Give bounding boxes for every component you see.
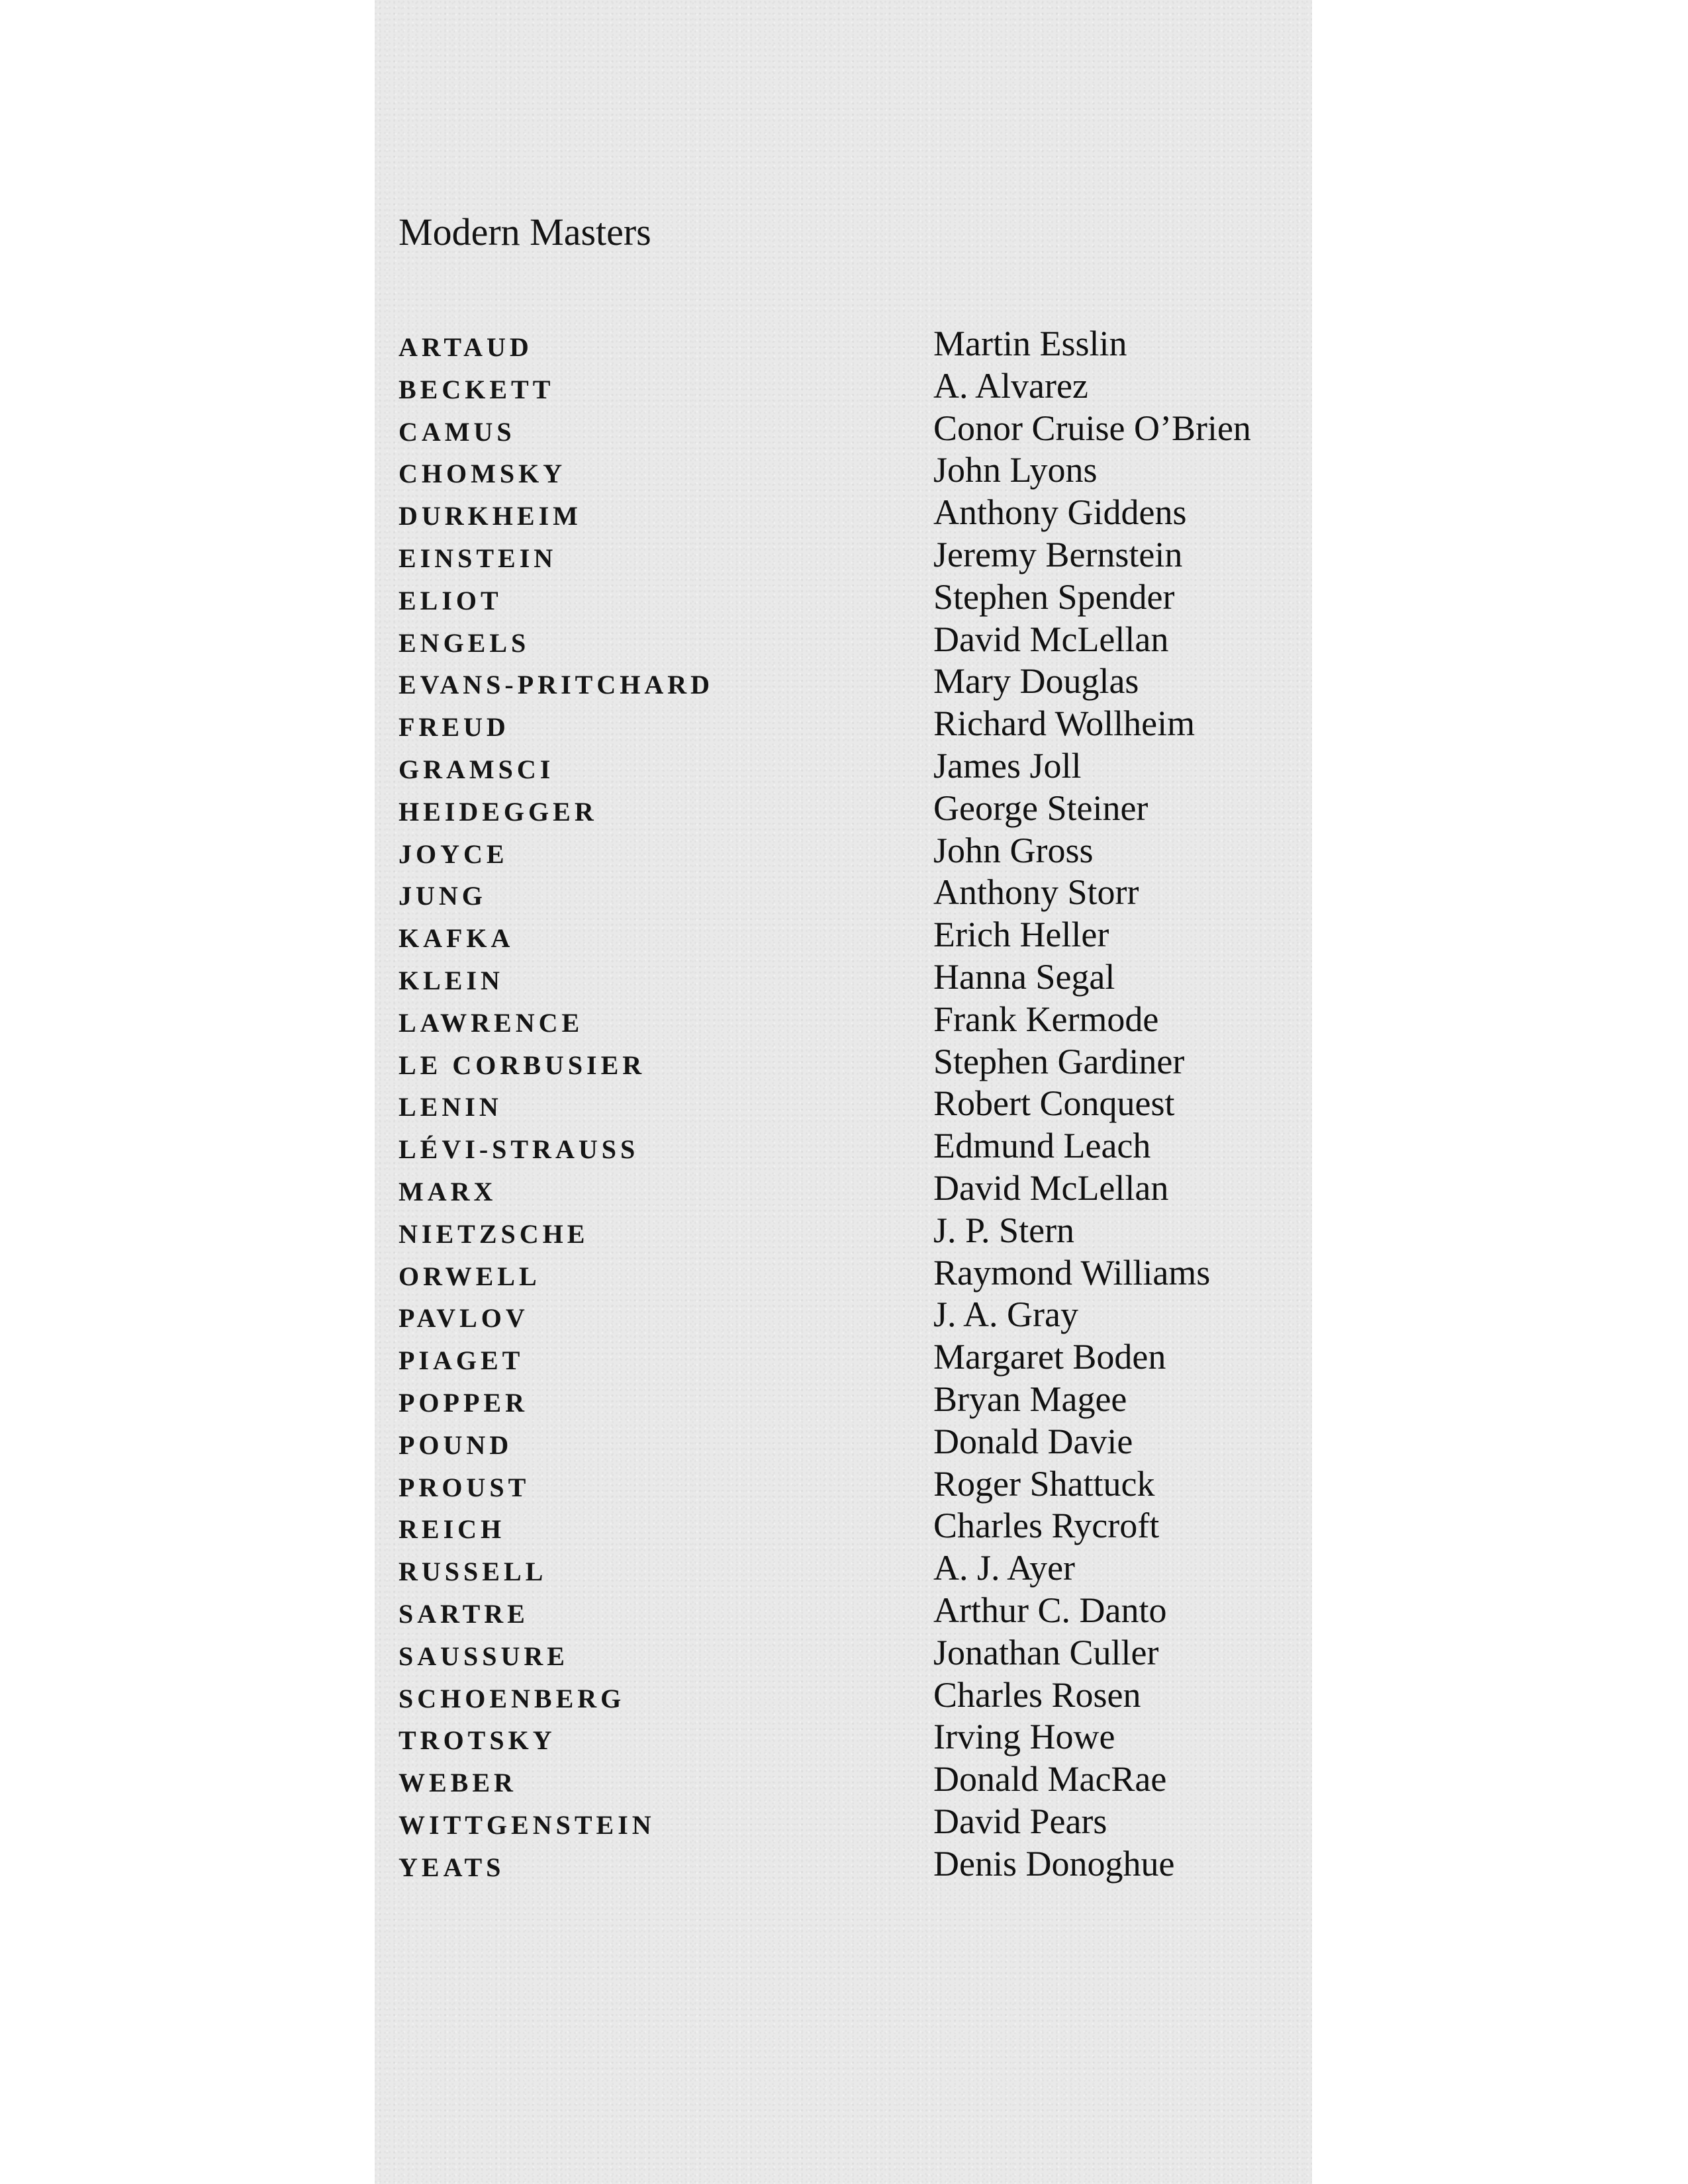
author-name: Erich Heller [933, 915, 1109, 955]
master-row [393, 494, 1307, 537]
master-row [393, 790, 1307, 833]
author-name: Donald Davie [933, 1421, 1133, 1461]
subject-name: SARTRE [399, 1598, 529, 1629]
subject-name: JOYCE [399, 839, 508, 869]
subject-name: KAFKA [399, 923, 514, 954]
master-row [393, 917, 1307, 959]
subject-name: ORWELL [399, 1261, 541, 1291]
subject-name: LÉVI-STRAUSS [399, 1134, 639, 1165]
master-row [393, 576, 1307, 621]
master-row [393, 956, 1307, 1001]
master-row [393, 1085, 1307, 1128]
master-row [393, 1463, 1307, 1508]
master-row [393, 1339, 1307, 1381]
master-row [393, 745, 1307, 790]
author-name: A. Alvarez [933, 365, 1088, 406]
subject-name: JUNG [399, 881, 487, 911]
subject-name: DURKHEIM [399, 501, 582, 531]
master-row [393, 1843, 1307, 1888]
master-row [393, 452, 1307, 494]
master-row [393, 1297, 1307, 1339]
subject-name: ENGELS [399, 627, 530, 658]
subject-name: KLEIN [399, 965, 504, 995]
subject-name: ELIOT [399, 585, 502, 615]
subject-name: CAMUS [399, 416, 516, 447]
master-row [393, 705, 1307, 748]
author-name: Frank Kermode [933, 999, 1159, 1039]
master-row [393, 621, 1307, 664]
author-name: Richard Wollheim [933, 704, 1196, 744]
author-name: Bryan Magee [933, 1379, 1127, 1419]
subject-name: LAWRENCE [399, 1007, 584, 1038]
master-row [393, 874, 1307, 917]
subject-name: EINSTEIN [399, 543, 557, 573]
author-name: Roger Shattuck [933, 1463, 1155, 1504]
author-name: Anthony Giddens [933, 492, 1187, 533]
subject-name: NIETZSCHE [399, 1218, 589, 1249]
author-name: John Gross [933, 830, 1094, 870]
subject-name: WITTGENSTEIN [399, 1809, 655, 1840]
master-row [393, 1381, 1307, 1424]
author-name: Mary Douglas [933, 661, 1139, 702]
author-name: Stephen Spender [933, 576, 1175, 617]
subject-name: ARTAUD [399, 332, 533, 362]
author-name: Raymond Williams [933, 1252, 1211, 1293]
subject-name: FREUD [399, 712, 510, 743]
subject-name: EVANS-PRITCHARD [399, 670, 714, 700]
author-name: Conor Cruise O’Brien [933, 408, 1251, 448]
subject-name: TROTSKY [399, 1725, 556, 1756]
master-row [393, 1041, 1307, 1086]
master-row [393, 1001, 1307, 1044]
subject-name: MARX [399, 1176, 497, 1206]
subject-name: LE CORBUSIER [399, 1050, 646, 1080]
master-row [393, 1719, 1307, 1761]
masters-list [393, 326, 1307, 1888]
series-title: Modern Masters [399, 210, 651, 253]
master-row [393, 1508, 1307, 1550]
subject-name: BECKETT [399, 374, 555, 404]
subject-name: LENIN [399, 1092, 502, 1122]
author-name: Charles Rycroft [933, 1506, 1160, 1546]
author-name: Charles Rosen [933, 1674, 1141, 1715]
author-name: Edmund Leach [933, 1126, 1151, 1166]
master-row [393, 1167, 1307, 1212]
subject-name: YEATS [399, 1852, 505, 1882]
author-name: Margaret Boden [933, 1337, 1166, 1377]
master-row [393, 1252, 1307, 1297]
subject-name: RUSSELL [399, 1557, 547, 1587]
master-row [393, 1674, 1307, 1719]
master-row [393, 663, 1307, 705]
subject-name: PAVLOV [399, 1303, 529, 1334]
master-row [393, 1803, 1307, 1846]
subject-name: SAUSSURE [399, 1641, 569, 1671]
author-name: George Steiner [933, 788, 1149, 828]
subject-name: HEIDEGGER [399, 796, 598, 827]
author-name: A. J. Ayer [933, 1548, 1076, 1588]
subject-name: POUND [399, 1430, 513, 1460]
master-row [393, 365, 1307, 410]
author-name: Hanna Segal [933, 956, 1115, 997]
subject-name: PIAGET [399, 1345, 524, 1376]
master-row [393, 534, 1307, 579]
author-name: Robert Conquest [933, 1083, 1175, 1124]
author-name: Anthony Storr [933, 872, 1139, 913]
master-row [393, 1632, 1307, 1677]
subject-name: POPPER [399, 1387, 528, 1418]
subject-name: PROUST [399, 1472, 530, 1502]
author-name: Stephen Gardiner [933, 1041, 1185, 1081]
master-row [393, 830, 1307, 875]
author-name: J. P. Stern [933, 1210, 1075, 1250]
master-row [393, 326, 1307, 368]
author-name: Denis Donoghue [933, 1843, 1175, 1884]
subject-name: CHOMSKY [399, 459, 567, 489]
master-row [393, 410, 1307, 453]
author-name: J. A. Gray [933, 1295, 1078, 1335]
author-name: David McLellan [933, 619, 1169, 659]
master-row [393, 1421, 1307, 1466]
author-name: Irving Howe [933, 1717, 1115, 1757]
master-row [393, 1550, 1307, 1592]
author-name: Jeremy Bernstein [933, 534, 1183, 574]
author-name: Martin Esslin [933, 324, 1127, 363]
subject-name: SCHOENBERG [399, 1683, 626, 1713]
subject-name: WEBER [399, 1768, 517, 1798]
author-name: David Pears [933, 1801, 1107, 1841]
master-row [393, 1761, 1307, 1803]
author-name: Jonathan Culler [933, 1632, 1159, 1672]
subject-name: REICH [399, 1514, 506, 1545]
master-row [393, 1212, 1307, 1255]
author-name: Donald MacRae [933, 1759, 1167, 1799]
master-row [393, 1592, 1307, 1635]
master-row [393, 1128, 1307, 1170]
author-name: John Lyons [933, 450, 1098, 490]
author-name: Arthur C. Danto [933, 1590, 1167, 1630]
author-name: James Joll [933, 745, 1082, 786]
author-name: David McLellan [933, 1167, 1169, 1208]
subject-name: GRAMSCI [399, 754, 555, 784]
